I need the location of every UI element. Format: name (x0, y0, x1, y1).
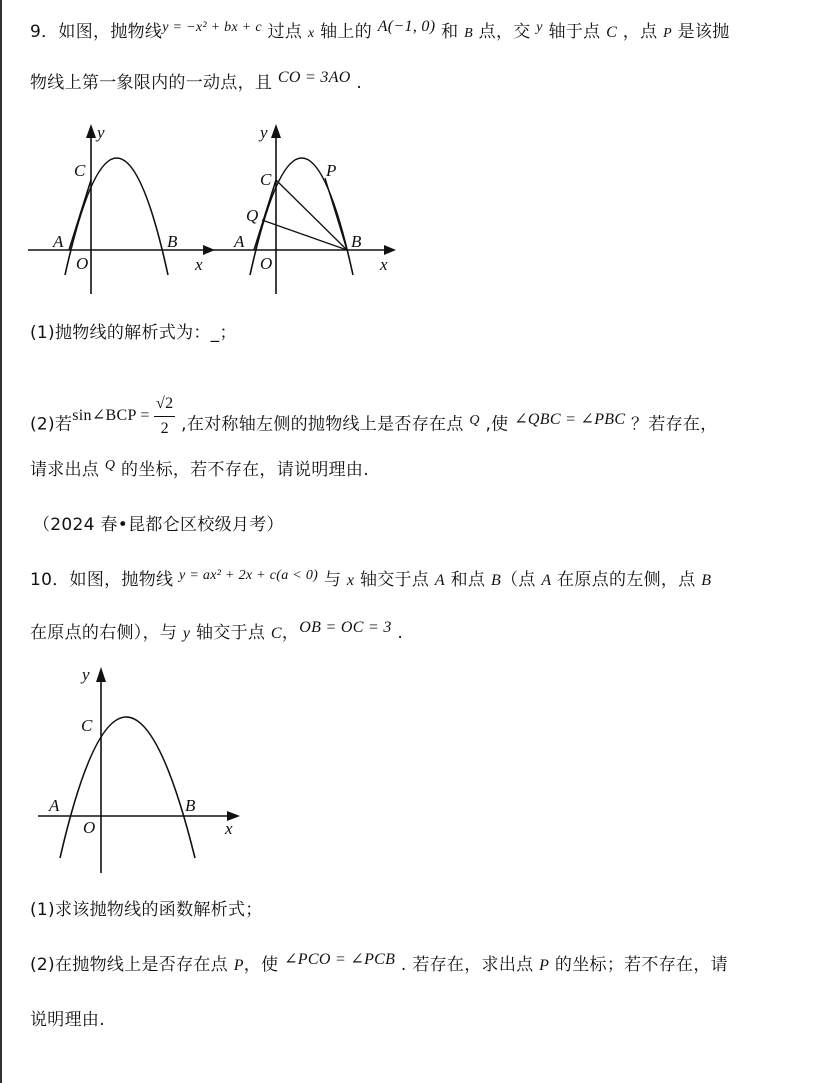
q10-figure (35, 660, 250, 880)
q10-part-2-line-1: (2)在抛物线上是否存在点 P，使 ∠PCO = ∠PCB . 若存在，求出点 P 的坐标；若不存在，请 (30, 951, 728, 975)
fig9b-label-o: O (260, 254, 273, 273)
q10-equation: y = ax² + 2x + c(a < 0) (179, 568, 319, 583)
fig9b-label-b: B (351, 232, 362, 251)
fig10-label-b: B (185, 796, 196, 815)
q10-line-1: 10．如图，抛物线 $^{y = ax^2 + 2x + c(a < 0)}$ 与 x 轴交于点 A 和点 B（点 A 在原点的左侧，点 B (30, 568, 712, 590)
source-note: （2024 春•昆都仑区校级月考） (33, 515, 284, 535)
fig9a-label-x: x (195, 255, 203, 274)
fig10-label-o: O (83, 818, 96, 837)
q9-sin-expression: sin∠BCP = (72, 406, 155, 424)
fig9a-label-y: y (97, 123, 105, 142)
q10-condition: OB = OC = 3 (299, 619, 392, 636)
fig9b-label-p: P (326, 161, 337, 180)
q9-line-1: 9．如图，抛物线$^{y = -x^2 + bx + c}$ 过点 x 轴上的 A(−1, 0) 和 B 点，交 $^y$ 轴于点 C ，点 P 是该抛 (30, 18, 730, 42)
q9-part-2-line-2: 请求出点 $^Q$ 的坐标，若不存在，请说明理由. (30, 458, 369, 480)
q10-part-2-line-2: 说明理由. (30, 1010, 105, 1030)
fig9b-label-a: A (234, 232, 245, 251)
fig9b-label-q: Q (246, 206, 259, 225)
fig9a-label-c: C (74, 161, 86, 180)
q10-part-1: (1)求该抛物线的函数解析式； (30, 900, 263, 920)
fig10-label-a: A (49, 796, 60, 815)
q10-line-2: 在原点的右侧），与 y 轴交于点 C，OB = OC = 3 . (30, 619, 404, 643)
q9-equation: y = −x² + bx + c (162, 20, 262, 35)
fig9b-label-y: y (260, 123, 268, 142)
q9-line-2: 物线上第一象限内的一动点，且 CO = 3AO . (30, 69, 363, 93)
fig10-label-c: C (81, 716, 93, 735)
q9-figure-left (25, 118, 220, 298)
fig9a-label-a: A (53, 232, 64, 251)
fig9a-label-b: B (167, 232, 178, 251)
fig9b-label-c: C (260, 170, 272, 189)
q9-point-a: A(−1, 0) (377, 18, 436, 35)
q10-angle-condition: ∠PCO = ∠PCB (284, 951, 396, 968)
q9-angle-condition: ∠QBC = ∠PBC (514, 410, 626, 428)
fig9b-label-x: x (380, 255, 388, 274)
q9-part-1: (1)抛物线的解析式为：_； (30, 323, 237, 343)
fig10-label-x: x (225, 819, 233, 838)
q9-condition: CO = 3AO (277, 69, 351, 86)
fig10-label-y: y (82, 665, 90, 684)
fig9a-label-o: O (76, 254, 89, 273)
page-left-border (0, 0, 2, 1083)
q9-figure-right (210, 118, 405, 298)
q9-part-2-line-1: (2)若sin∠BCP = $\frac{√2}{2}$ ,在对称轴左侧的抛物线上是否存在点 $^Q$ ,使 ∠QBC = ∠PBC ？若存在， (30, 400, 718, 449)
q9-fraction: $\frac{√2}{2}$ (154, 392, 175, 441)
